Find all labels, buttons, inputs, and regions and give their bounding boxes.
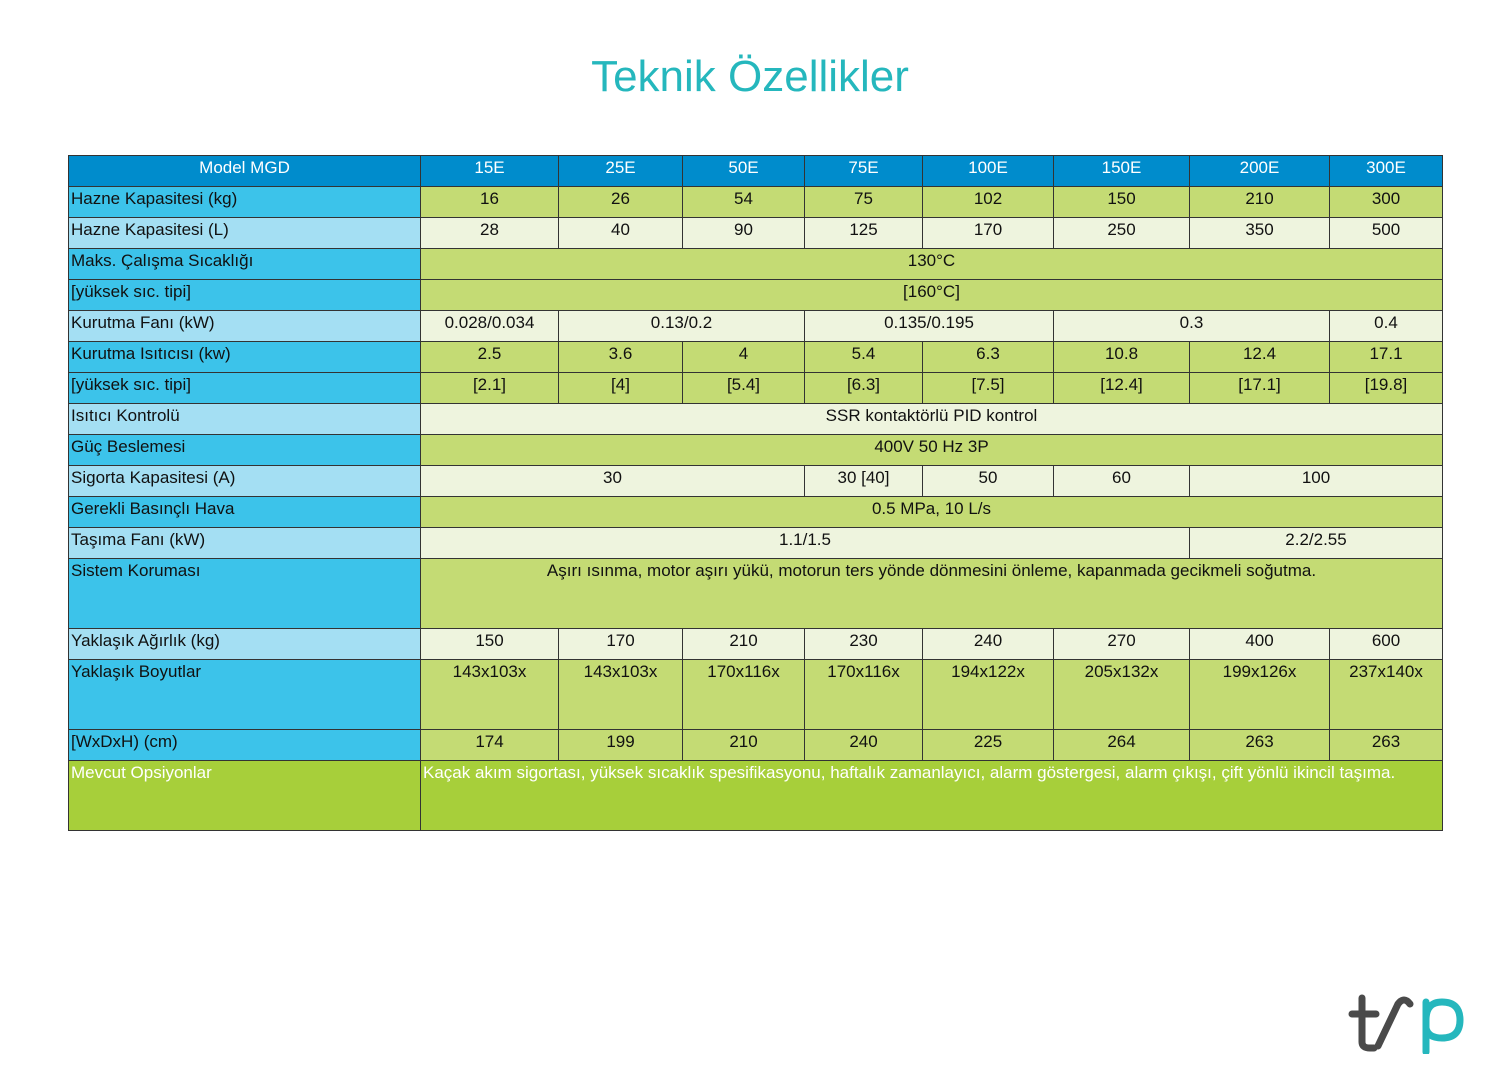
logo-letter-t: [1352, 998, 1376, 1048]
table-row: [69, 249, 1443, 280]
header-cell: Model MGD: [69, 156, 421, 187]
table-cell: 230: [805, 629, 923, 660]
header-cell: 300E: [1330, 156, 1443, 187]
table-row: [69, 342, 1443, 373]
table-cell: 500: [1330, 218, 1443, 249]
row-label: [yüksek sıc. tipi]: [69, 280, 421, 311]
header-cell: 25E: [559, 156, 683, 187]
table-cell: 54: [683, 187, 805, 218]
table-cell: 0.5 MPa, 10 L/s: [421, 497, 1443, 528]
table-cell: 10.8: [1054, 342, 1190, 373]
row-label: Yaklaşık Boyutlar: [69, 660, 421, 730]
table-cell: 263: [1190, 730, 1330, 761]
table-cell: 170: [923, 218, 1054, 249]
table-cell: 2.2/2.55: [1190, 528, 1443, 559]
table-cell: 26: [559, 187, 683, 218]
table-cell: 199x126x: [1190, 660, 1330, 730]
table-cell: 210: [1190, 187, 1330, 218]
row-label: Güç Beslemesi: [69, 435, 421, 466]
row-label: Hazne Kapasitesi (L): [69, 218, 421, 249]
header-cell: 100E: [923, 156, 1054, 187]
table-cell: 600: [1330, 629, 1443, 660]
table-cell: [6.3]: [805, 373, 923, 404]
table-cell: [2.1]: [421, 373, 559, 404]
table-cell: [160°C]: [421, 280, 1443, 311]
table-cell: 28: [421, 218, 559, 249]
table-row: [69, 187, 1443, 218]
row-label: [WxDxH) (cm): [69, 730, 421, 761]
row-label: Gerekli Basınçlı Hava: [69, 497, 421, 528]
table-cell: 143x103x: [559, 660, 683, 730]
table-row: [69, 660, 1443, 730]
header-cell: 200E: [1190, 156, 1330, 187]
table-cell: 194x122x: [923, 660, 1054, 730]
table-row: [69, 311, 1443, 342]
table-cell: 150: [421, 629, 559, 660]
row-label: Yaklaşık Ağırlık (kg): [69, 629, 421, 660]
header-cell: 150E: [1054, 156, 1190, 187]
table-row: [69, 280, 1443, 311]
table-cell: SSR kontaktörlü PID kontrol: [421, 404, 1443, 435]
table-row: [69, 629, 1443, 660]
table-cell: 60: [1054, 466, 1190, 497]
table-cell: 12.4: [1190, 342, 1330, 373]
table-cell: 225: [923, 730, 1054, 761]
table-cell: 174: [421, 730, 559, 761]
table-cell: 30: [421, 466, 805, 497]
table-row: [69, 218, 1443, 249]
table-cell: 263: [1330, 730, 1443, 761]
table-cell: [5.4]: [683, 373, 805, 404]
table-cell: 100: [1190, 466, 1443, 497]
logo-letter-s: [1378, 1000, 1410, 1046]
table-row: [69, 404, 1443, 435]
table-cell: [12.4]: [1054, 373, 1190, 404]
table-cell: 3.6: [559, 342, 683, 373]
table-cell: 102: [923, 187, 1054, 218]
table-cell: 210: [683, 629, 805, 660]
table-cell: 75: [805, 187, 923, 218]
table-cell: [17.1]: [1190, 373, 1330, 404]
table-cell: 350: [1190, 218, 1330, 249]
table-cell: 264: [1054, 730, 1190, 761]
table-cell: 6.3: [923, 342, 1054, 373]
table-cell: 199: [559, 730, 683, 761]
table-cell: 170x116x: [683, 660, 805, 730]
table-row: [69, 730, 1443, 761]
table-row: [69, 559, 1443, 629]
row-label: Isıtıcı Kontrolü: [69, 404, 421, 435]
logo-letter-p: [1426, 1002, 1460, 1052]
tsp-logo: [1348, 990, 1468, 1054]
header-row: [69, 156, 1443, 187]
table-cell: 170x116x: [805, 660, 923, 730]
table-cell: [7.5]: [923, 373, 1054, 404]
table-cell: 400: [1190, 629, 1330, 660]
table-cell: Aşırı ısınma, motor aşırı yükü, motorun ters yönde dönmesini önleme, kapanmada gecikmeli soğutma.: [421, 559, 1443, 629]
table-cell: 240: [805, 730, 923, 761]
table-cell: 205x132x: [1054, 660, 1190, 730]
table-cell: 143x103x: [421, 660, 559, 730]
table-cell: 300: [1330, 187, 1443, 218]
table-cell: Kaçak akım sigortası, yüksek sıcaklık spesifikasyonu, haftalık zamanlayıcı, alarm göstergesi, alarm çıkışı, çift yönlü ikincil taşıma.: [421, 761, 1443, 831]
table-row: [69, 761, 1443, 831]
table-cell: 90: [683, 218, 805, 249]
table-cell: 237x140x: [1330, 660, 1443, 730]
table-row: [69, 373, 1443, 404]
table-cell: 250: [1054, 218, 1190, 249]
table-cell: 0.135/0.195: [805, 311, 1054, 342]
table-cell: 16: [421, 187, 559, 218]
table-row: [69, 528, 1443, 559]
table-cell: 0.028/0.034: [421, 311, 559, 342]
table-cell: 210: [683, 730, 805, 761]
table-cell: 4: [683, 342, 805, 373]
row-label: Taşıma Fanı (kW): [69, 528, 421, 559]
table-cell: 17.1: [1330, 342, 1443, 373]
row-label: Hazne Kapasitesi (kg): [69, 187, 421, 218]
table-row: [69, 497, 1443, 528]
table-cell: 40: [559, 218, 683, 249]
row-label: Kurutma Fanı (kW): [69, 311, 421, 342]
table-cell: 130°C: [421, 249, 1443, 280]
table-row: [69, 466, 1443, 497]
table-cell: 125: [805, 218, 923, 249]
spec-table: [68, 155, 1443, 831]
table-cell: 170: [559, 629, 683, 660]
table-cell: 30 [40]: [805, 466, 923, 497]
table-cell: 5.4: [805, 342, 923, 373]
page-title: Teknik Özellikler: [591, 52, 909, 101]
row-label: Kurutma Isıtıcısı (kw): [69, 342, 421, 373]
table-cell: 0.4: [1330, 311, 1443, 342]
row-label: Sistem Koruması: [69, 559, 421, 629]
table-cell: 400V 50 Hz 3P: [421, 435, 1443, 466]
row-label: [yüksek sıc. tipi]: [69, 373, 421, 404]
table-row: [69, 435, 1443, 466]
table-cell: 50: [923, 466, 1054, 497]
table-cell: 0.13/0.2: [559, 311, 805, 342]
row-label: Mevcut Opsiyonlar: [69, 761, 421, 831]
table-cell: 150: [1054, 187, 1190, 218]
table-cell: [19.8]: [1330, 373, 1443, 404]
table-cell: 1.1/1.5: [421, 528, 1190, 559]
table-cell: 2.5: [421, 342, 559, 373]
header-cell: 50E: [683, 156, 805, 187]
table-cell: [4]: [559, 373, 683, 404]
table-cell: 0.3: [1054, 311, 1330, 342]
table-cell: 270: [1054, 629, 1190, 660]
row-label: Maks. Çalışma Sıcaklığı: [69, 249, 421, 280]
table-cell: 240: [923, 629, 1054, 660]
header-cell: 75E: [805, 156, 923, 187]
row-label: Sigorta Kapasitesi (A): [69, 466, 421, 497]
header-cell: 15E: [421, 156, 559, 187]
